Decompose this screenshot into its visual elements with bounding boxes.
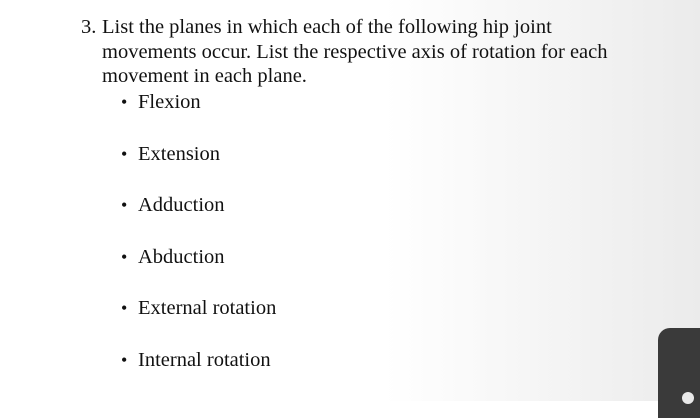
question-block xyxy=(81,15,641,89)
bullet-icon: • xyxy=(121,298,128,318)
movement-list xyxy=(121,88,276,397)
question-text: List the planes in which each of the following hip joint movements occur. List the respective axis of rotation for each movement in each plane. xyxy=(102,16,608,87)
list-item xyxy=(121,88,276,140)
movement-label: Internal rotation xyxy=(138,348,271,371)
movement-label: Abduction xyxy=(138,245,225,268)
bullet-icon: • xyxy=(121,195,128,215)
bullet-icon: • xyxy=(121,246,128,267)
movement-label: Adduction xyxy=(138,194,225,216)
list-item xyxy=(121,140,276,192)
list-item xyxy=(121,294,276,346)
bullet-icon: • xyxy=(121,143,128,164)
list-item xyxy=(121,191,276,243)
movement-label: Flexion xyxy=(138,91,201,113)
list-item xyxy=(121,346,276,398)
question-number: 3. xyxy=(81,16,97,38)
list-item xyxy=(121,243,276,295)
bullet-icon: • xyxy=(121,92,128,112)
movement-label: External rotation xyxy=(138,297,277,319)
bullet-icon: • xyxy=(121,349,128,370)
corner-widget[interactable] xyxy=(658,328,700,418)
corner-dot-icon xyxy=(682,392,694,404)
movement-label: Extension xyxy=(138,142,220,165)
